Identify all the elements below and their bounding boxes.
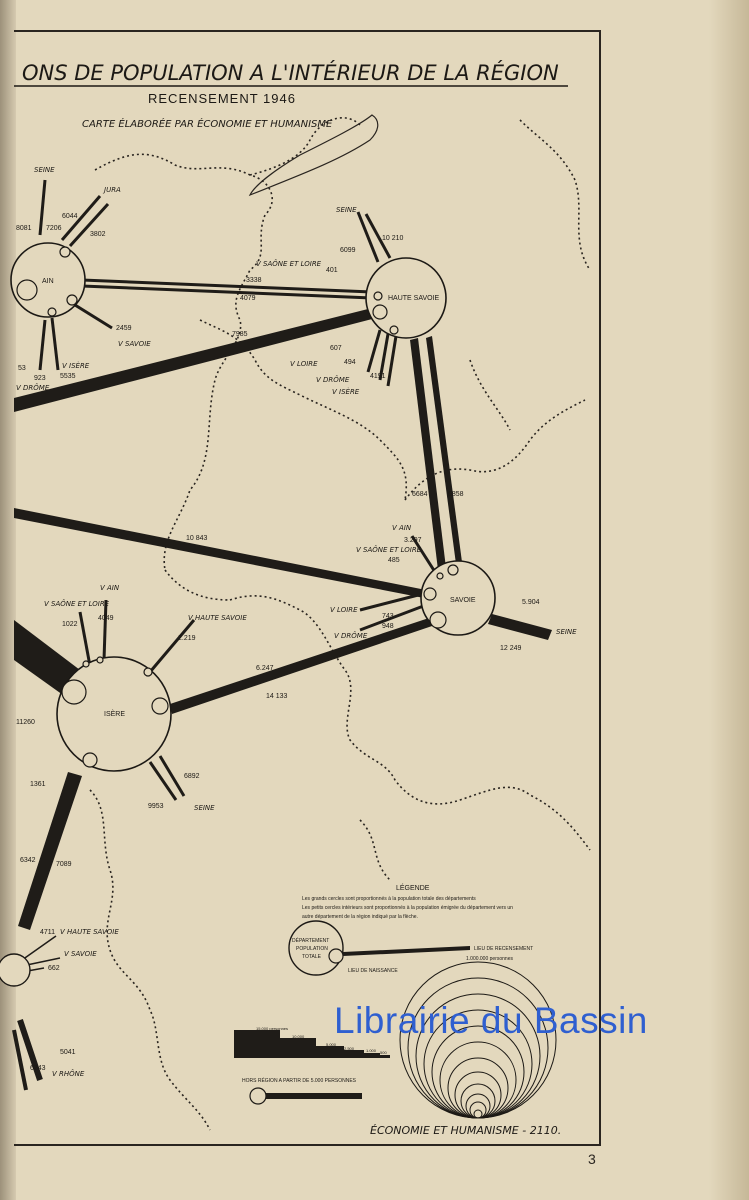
legend-scale-top: 1.000.000 personnes [466, 956, 513, 962]
isere-value-6342: 6342 [20, 857, 36, 864]
legend-circle-text2: POPULATION [296, 946, 328, 952]
ain-label-v-isere: V ISÈRE [62, 362, 90, 370]
lower-value-6243: 6243 [30, 1065, 46, 1072]
hs-label-v-drome: V DRÔME [316, 376, 350, 384]
ain-label-v-drome: V DRÔME [16, 384, 50, 392]
legend-bar-6 [380, 1055, 390, 1058]
map-subtitle: RECENSEMENT 1946 [148, 91, 296, 106]
legend-circle-text3: TOTALE [302, 954, 321, 960]
hs-value-401: 401 [326, 267, 338, 274]
ain-value-5535: 5535 [60, 373, 76, 380]
savoie-value-948: 948 [382, 623, 394, 630]
savoie-value-12249: 12 249 [500, 645, 522, 652]
legend-bar-label-2: 10.000 [292, 1034, 305, 1039]
legend-line1: Les grands cercles sont proportionnés à la population totale des départements [302, 896, 476, 902]
ain-value-8081: 8081 [16, 225, 32, 232]
hs-value-3338: 3338 [246, 277, 262, 284]
legend-hors-circle [250, 1088, 266, 1104]
hs-value-6099: 6099 [340, 247, 356, 254]
hs-label-seine: SEINE [336, 206, 357, 214]
isere-value-4049: 4049 [98, 615, 114, 622]
legend-bar-2 [280, 1038, 316, 1058]
ain-value-923: 923 [34, 375, 46, 382]
savoie-value-743: 743 [382, 613, 394, 620]
hs-value-4079: 4079 [240, 295, 256, 302]
isere-value-11260: 11260 [16, 719, 35, 726]
lower-label-v-rhone: V RHÔNE [52, 1070, 85, 1078]
ain-label-v-savoie: V SAVOIE [118, 340, 151, 348]
lower-value-4711: 4711 [40, 929, 56, 936]
ain-value-2459: 2459 [116, 325, 132, 332]
map-credit: CARTE ÉLABORÉE PAR ÉCONOMIE ET HUMANISME [82, 119, 333, 130]
ain-value-6044: 6044 [62, 213, 78, 220]
dept-label-isere: ISÈRE [104, 711, 126, 718]
page-number: 3 [588, 1151, 596, 1167]
hs-value-10210: 10 210 [382, 235, 404, 242]
map-title: ONS DE POPULATION A L'INTÉRIEUR DE LA RÉGION [22, 61, 559, 85]
legend-lieu-recensement: LIEU DE RECENSEMENT [474, 946, 534, 952]
flow-band-savoie-seine [488, 614, 552, 640]
dept-label-ain: AIN [42, 278, 54, 285]
lower-label-v-haute-savoie: V HAUTE SAVOIE [60, 928, 119, 936]
savoie-label-seine: SEINE [556, 628, 577, 636]
legend-hors-bar [266, 1093, 362, 1099]
legend-bar-3 [316, 1046, 344, 1058]
isere-value-6247: 6.247 [256, 665, 274, 672]
isere-value-7089: 7089 [56, 861, 72, 868]
legend-bar-label-3: 5.000 [326, 1042, 337, 1047]
flow-band-hs-west [14, 308, 376, 412]
legend-bar-4 [344, 1050, 364, 1058]
hs-value-494: 494 [344, 359, 356, 366]
isere-value-2219: 2.219 [178, 635, 196, 642]
lower-label-v-savoie: V SAVOIE [64, 950, 97, 958]
hs-value-4191: 4191 [370, 373, 386, 380]
legend-bar-label-1: 15.000 personnes [256, 1026, 289, 1031]
savoie-label-v-saone-et-loire: V SAÔNE ET LOIRE [356, 546, 422, 554]
isere-label-v-ain: V AIN [100, 584, 120, 592]
legend-bar-label-4: 2.500 [344, 1046, 355, 1051]
legend-line2: Les petits cercles intérieurs sont proportionnés à la population émigrée du département vers un [302, 905, 513, 911]
hs-value-607: 607 [330, 345, 342, 352]
legend-bar-label-5: 1.000 [366, 1048, 377, 1053]
isere-value-9953: 9953 [148, 803, 164, 810]
legend-hors-region: HORS RÉGION A PARTIR DE 5.000 PERSONNES [242, 1078, 357, 1084]
savoie-value-3297: 3.297 [404, 537, 422, 544]
ain-label-jura: JURA [104, 186, 121, 194]
legend-line3: autre département de la région indiqué par la flèche. [302, 914, 418, 920]
isere-value-14133: 14 133 [266, 693, 288, 700]
watermark-text: Librairie du Bassin [334, 1000, 648, 1041]
hs-value-7985: 7985 [232, 331, 248, 338]
hs-label-v-saone-et-loire: V SAÔNE ET LOIRE [256, 260, 322, 268]
savoie-value-5904: 5.904 [522, 599, 540, 606]
hs-label-v-loire: V LOIRE [290, 360, 318, 368]
legend-bar-5 [364, 1053, 380, 1058]
flow-band-isere-south [18, 772, 82, 930]
savoie-value-6858: 6858 [448, 491, 464, 498]
savoie-label-v-drome: V DRÔME [334, 632, 368, 640]
savoie-label-v-ain: V AIN [392, 524, 412, 532]
legend-sample-arrow [343, 946, 470, 956]
dept-label-haute-savoie: HAUTE SAVOIE [388, 295, 440, 302]
isere-label-v-saone-et-loire: V SAÔNE ET LOIRE [44, 600, 110, 608]
ain-value-53: 53 [18, 365, 26, 372]
ain-label-seine: SEINE [34, 166, 55, 174]
isere-label-seine: SEINE [194, 804, 215, 812]
isere-value-6892: 6892 [184, 773, 200, 780]
ain-value-3802: 3802 [90, 231, 106, 238]
legend-bar-label-6: 500 [380, 1050, 387, 1055]
savoie-label-v-loire: V LOIRE [330, 606, 358, 614]
flow-band-isere-savoie [170, 616, 438, 714]
savoie-value-485: 485 [388, 557, 400, 564]
isere-value-1022: 1022 [62, 621, 78, 628]
hs-label-v-isere: V ISÈRE [332, 388, 360, 396]
legend-bar-1 [234, 1030, 280, 1058]
legend-sample-small-circle [329, 949, 343, 963]
dept-label-savoie: SAVOIE [450, 597, 476, 604]
flow-band-hs-savoie [410, 338, 446, 570]
savoie-value-10843: 10 843 [186, 535, 208, 542]
isere-value-1361: 1361 [30, 781, 46, 788]
map-footer: ÉCONOMIE ET HUMANISME - 2110. [370, 1124, 562, 1137]
legend-lieu-naissance: LIEU DE NAISSANCE [348, 968, 398, 974]
lower-value-662: 662 [48, 965, 60, 972]
ain-value-7206: 7206 [46, 225, 62, 232]
legend-circle-text1: DÉPARTEMENT [292, 938, 330, 944]
circle-lower-dept [0, 954, 30, 986]
savoie-value-6684: 6684 [412, 491, 428, 498]
isere-label-v-haute-savoie: V HAUTE SAVOIE [188, 614, 247, 622]
lower-value-5041: 5041 [60, 1049, 76, 1056]
legend-heading: LÉGENDE [396, 885, 430, 892]
